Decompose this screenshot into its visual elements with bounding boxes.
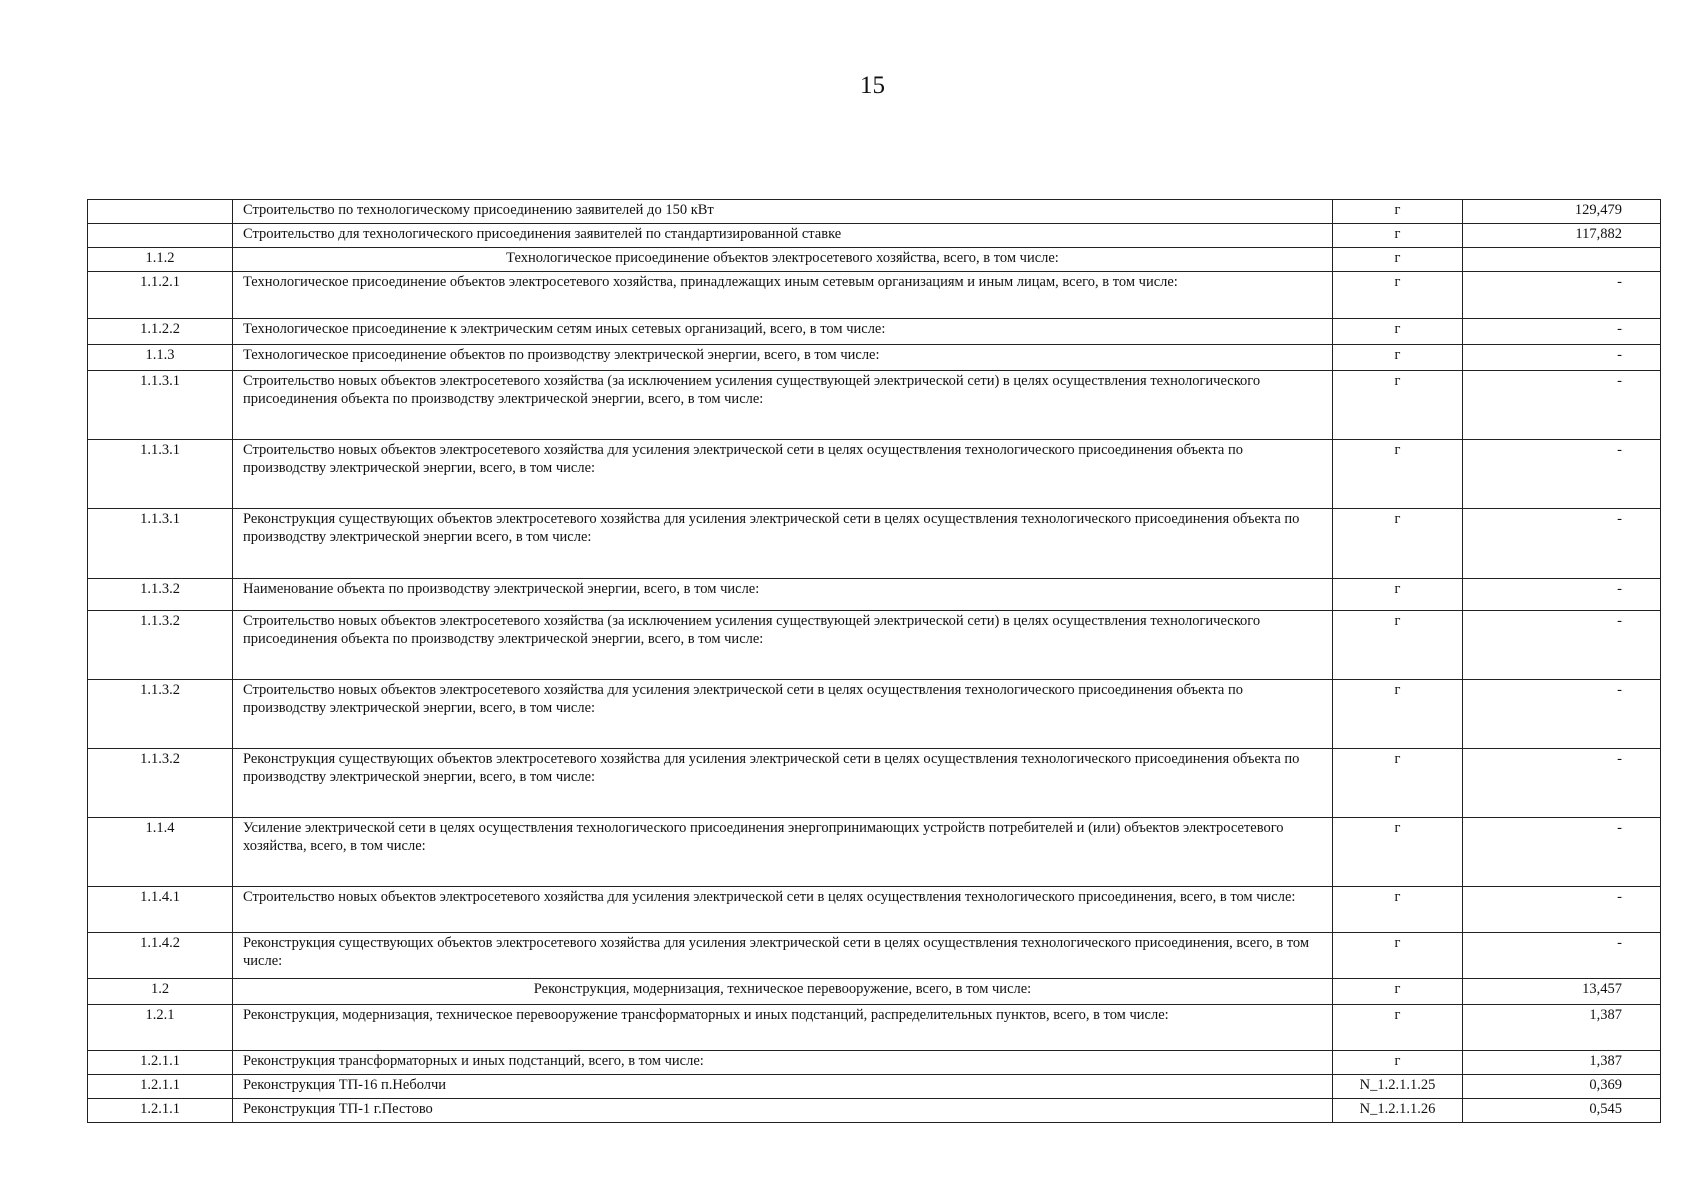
row-name-cell: Реконструкция ТП-16 п.Неболчи	[233, 1075, 1333, 1099]
table-row	[88, 224, 1661, 248]
row-name-cell: Технологическое присоединение объектов по производству электрической энергии, всего, в том числе:	[233, 345, 1333, 371]
row-value-cell: 1,387	[1463, 1005, 1661, 1051]
row-value-cell: 13,457	[1463, 979, 1661, 1005]
row-name-cell: Реконструкция ТП-1 г.Пестово	[233, 1099, 1333, 1123]
row-value-cell: 117,882	[1463, 224, 1661, 248]
row-name-cell: Строительство для технологического присоединения заявителей по стандартизированной ставке	[233, 224, 1333, 248]
table-row	[88, 749, 1661, 818]
row-unit-cell: г	[1333, 1051, 1463, 1075]
row-value-cell: -	[1463, 345, 1661, 371]
row-name-cell: Реконструкция существующих объектов электросетевого хозяйства для усиления электрической сети в целях осуществления технологического присоединения объекта по производству электрической энергии, всего, в том числе:	[233, 749, 1333, 818]
row-name-cell: Строительство новых объектов электросетевого хозяйства (за исключением усиления существующей электрической сети) в целях осуществления технологического присоединения объекта по производству электрической энергии, всего, в том числе:	[233, 371, 1333, 440]
row-number-cell: 1.1.2.2	[88, 319, 233, 345]
row-unit-cell: г	[1333, 319, 1463, 345]
table-row	[88, 887, 1661, 933]
row-name-cell: Технологическое присоединение объектов электросетевого хозяйства, всего, в том числе:	[233, 248, 1333, 272]
table-row	[88, 1075, 1661, 1099]
row-value-cell: -	[1463, 272, 1661, 319]
row-number-cell	[88, 200, 233, 224]
row-unit-cell: г	[1333, 1005, 1463, 1051]
row-unit-cell: г	[1333, 440, 1463, 509]
table-row	[88, 818, 1661, 887]
row-value-cell: -	[1463, 933, 1661, 979]
row-value-cell: -	[1463, 371, 1661, 440]
table-row	[88, 1005, 1661, 1051]
row-unit-cell: г	[1333, 979, 1463, 1005]
row-name-cell: Усиление электрической сети в целях осуществления технологического присоединения энергопринимающих устройств потребителей и (или) объектов электросетевого хозяйства, всего, в том числе:	[233, 818, 1333, 887]
row-name-cell: Строительство по технологическому присоединению заявителей до 150 кВт	[233, 200, 1333, 224]
row-number-cell: 1.1.4.1	[88, 887, 233, 933]
row-unit-cell: г	[1333, 611, 1463, 680]
row-value-cell	[1463, 248, 1661, 272]
table-row	[88, 440, 1661, 509]
row-number-cell: 1.2.1.1	[88, 1099, 233, 1123]
page-number: 15	[860, 72, 885, 99]
table-row	[88, 611, 1661, 680]
row-name-cell: Строительство новых объектов электросетевого хозяйства для усиления электрической сети в целях осуществления технологического присоединения объекта по производству электрической энергии, всего, в том числе:	[233, 680, 1333, 749]
row-name-cell: Строительство новых объектов электросетевого хозяйства для усиления электрической сети в целях осуществления технологического присоединения, всего, в том числе:	[233, 887, 1333, 933]
row-number-cell: 1.1.3.1	[88, 440, 233, 509]
row-value-cell: -	[1463, 440, 1661, 509]
row-name-cell: Технологическое присоединение объектов электросетевого хозяйства, принадлежащих иным сетевым организациям и иным лицам, всего, в том числе:	[233, 272, 1333, 319]
row-unit-cell: г	[1333, 200, 1463, 224]
row-unit-cell: г	[1333, 248, 1463, 272]
row-number-cell: 1.1.3.1	[88, 509, 233, 579]
row-name-cell: Реконструкция существующих объектов электросетевого хозяйства для усиления электрической сети в целях осуществления технологического присоединения, всего, в том числе:	[233, 933, 1333, 979]
row-value-cell: -	[1463, 611, 1661, 680]
table-row	[88, 319, 1661, 345]
row-value-cell: 0,369	[1463, 1075, 1661, 1099]
row-value-cell: 1,387	[1463, 1051, 1661, 1075]
row-unit-cell: г	[1333, 579, 1463, 611]
row-name-cell: Наименование объекта по производству электрической энергии, всего, в том числе:	[233, 579, 1333, 611]
table-row	[88, 933, 1661, 979]
row-number-cell: 1.1.3.2	[88, 579, 233, 611]
table-row	[88, 1099, 1661, 1123]
row-unit-cell: г	[1333, 371, 1463, 440]
row-name-cell: Технологическое присоединение к электрическим сетям иных сетевых организаций, всего, в том числе:	[233, 319, 1333, 345]
row-name-cell: Реконструкция, модернизация, техническое перевооружение, всего, в том числе:	[233, 979, 1333, 1005]
row-unit-cell: г	[1333, 224, 1463, 248]
table-row	[88, 272, 1661, 319]
row-number-cell: 1.1.4.2	[88, 933, 233, 979]
row-value-cell: -	[1463, 887, 1661, 933]
table-row	[88, 979, 1661, 1005]
row-value-cell: -	[1463, 509, 1661, 579]
row-number-cell	[88, 224, 233, 248]
row-unit-cell: N_1.2.1.1.25	[1333, 1075, 1463, 1099]
row-number-cell: 1.2.1.1	[88, 1051, 233, 1075]
row-name-cell: Строительство новых объектов электросетевого хозяйства (за исключением усиления существующей электрической сети) в целях осуществления технологического присоединения объекта по производству электрической энергии, всего, в том числе:	[233, 611, 1333, 680]
row-value-cell: 129,479	[1463, 200, 1661, 224]
table-body	[88, 200, 1661, 1123]
row-number-cell: 1.1.3.2	[88, 680, 233, 749]
row-value-cell: -	[1463, 319, 1661, 345]
table-row	[88, 509, 1661, 579]
table-row	[88, 1051, 1661, 1075]
row-value-cell: -	[1463, 680, 1661, 749]
table-row	[88, 371, 1661, 440]
row-unit-cell: г	[1333, 887, 1463, 933]
row-unit-cell: N_1.2.1.1.26	[1333, 1099, 1463, 1123]
row-value-cell: -	[1463, 749, 1661, 818]
row-unit-cell: г	[1333, 749, 1463, 818]
row-unit-cell: г	[1333, 680, 1463, 749]
row-number-cell: 1.1.3.2	[88, 749, 233, 818]
row-number-cell: 1.1.3	[88, 345, 233, 371]
row-unit-cell: г	[1333, 272, 1463, 319]
row-name-cell: Реконструкция, модернизация, техническое перевооружение трансформаторных и иных подстанций, распределительных пунктов, всего, в том числе:	[233, 1005, 1333, 1051]
row-value-cell: 0,545	[1463, 1099, 1661, 1123]
investment-program-table	[87, 199, 1661, 1123]
row-unit-cell: г	[1333, 933, 1463, 979]
row-name-cell: Реконструкция существующих объектов электросетевого хозяйства для усиления электрической сети в целях осуществления технологического присоединения объекта по производству электрической энергии всего, в том числе:	[233, 509, 1333, 579]
row-number-cell: 1.2.1	[88, 1005, 233, 1051]
row-number-cell: 1.2	[88, 979, 233, 1005]
row-number-cell: 1.1.2	[88, 248, 233, 272]
row-name-cell: Строительство новых объектов электросетевого хозяйства для усиления электрической сети в целях осуществления технологического присоединения объекта по производству электрической энергии, всего, в том числе:	[233, 440, 1333, 509]
table-row	[88, 200, 1661, 224]
row-unit-cell: г	[1333, 818, 1463, 887]
row-value-cell: -	[1463, 579, 1661, 611]
row-number-cell: 1.1.3.2	[88, 611, 233, 680]
row-number-cell: 1.1.4	[88, 818, 233, 887]
row-name-cell: Реконструкция трансформаторных и иных подстанций, всего, в том числе:	[233, 1051, 1333, 1075]
table-row	[88, 579, 1661, 611]
table-row	[88, 680, 1661, 749]
row-value-cell: -	[1463, 818, 1661, 887]
row-number-cell: 1.1.3.1	[88, 371, 233, 440]
row-unit-cell: г	[1333, 509, 1463, 579]
table-row	[88, 345, 1661, 371]
row-number-cell: 1.2.1.1	[88, 1075, 233, 1099]
table-row	[88, 248, 1661, 272]
row-number-cell: 1.1.2.1	[88, 272, 233, 319]
row-unit-cell: г	[1333, 345, 1463, 371]
